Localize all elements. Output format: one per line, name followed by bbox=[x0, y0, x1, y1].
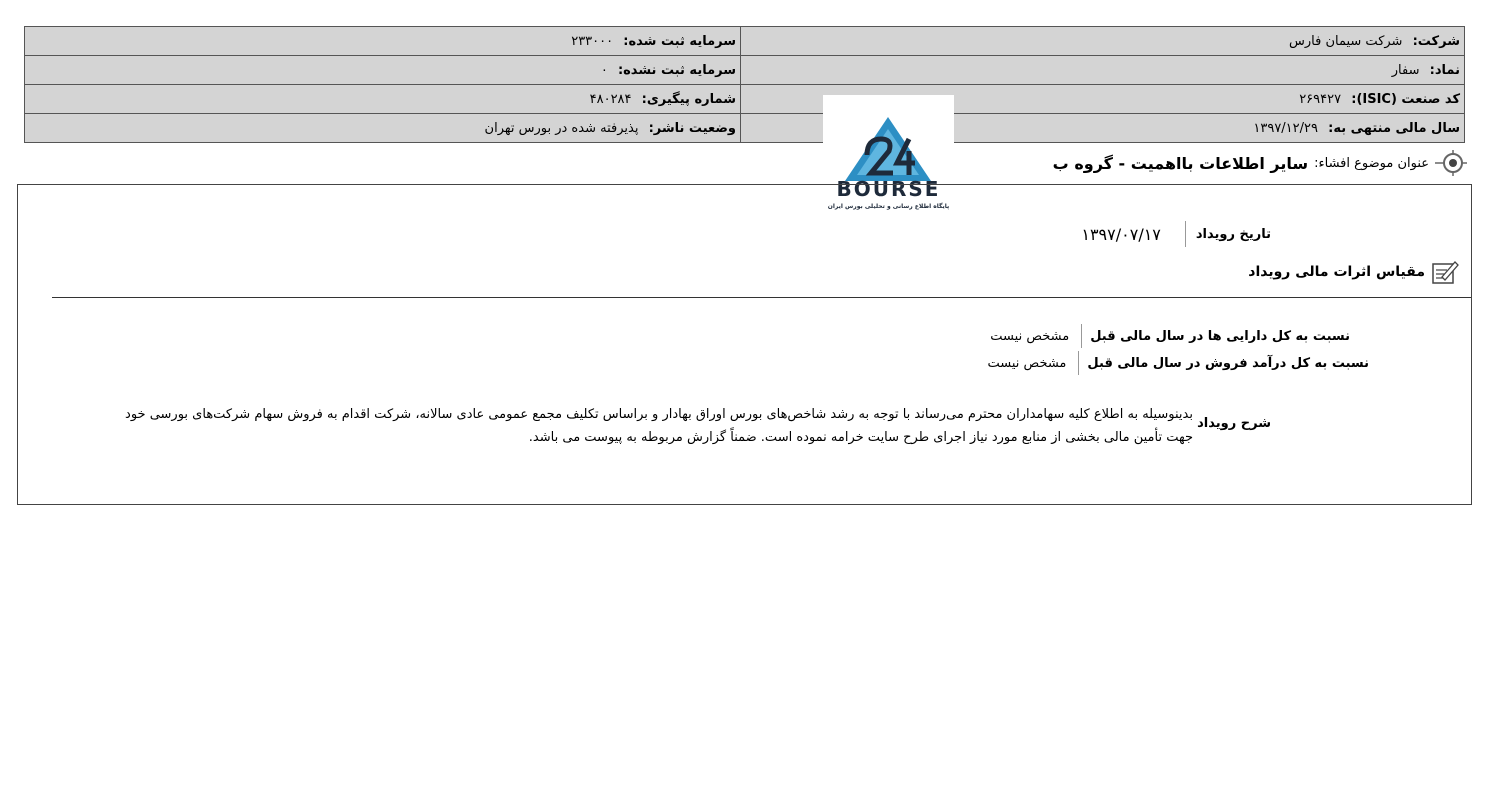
edit-note-icon bbox=[1431, 259, 1459, 285]
tracking-label: شماره پیگیری: bbox=[641, 91, 736, 107]
company-value: شرکت سیمان فارس bbox=[1289, 33, 1403, 49]
reg-capital-cell bbox=[25, 27, 741, 56]
subject-label: عنوان موضوع افشاء: bbox=[1314, 155, 1429, 171]
event-date-label: تاریخ رویداد bbox=[1195, 226, 1271, 242]
company-cell bbox=[741, 27, 1465, 56]
status-label: وضعیت ناشر: bbox=[648, 120, 736, 136]
event-date-row bbox=[1081, 221, 1271, 247]
status-cell bbox=[25, 114, 741, 143]
symbol-value: سفار bbox=[1391, 62, 1420, 78]
bourse-logo-mark-icon bbox=[823, 95, 954, 185]
status-value: پذیرفته شده در بورس تهران bbox=[484, 120, 639, 136]
event-details-box bbox=[17, 184, 1472, 505]
logo-subtitle: پایگاه اطلاع رسانی و تحلیلی بورس ایران bbox=[827, 203, 950, 210]
info-row-4 bbox=[25, 114, 1465, 143]
target-bullet-icon bbox=[1435, 150, 1467, 176]
symbol-cell bbox=[741, 56, 1465, 85]
revenue-ratio-value: مشخص نیست bbox=[987, 355, 1067, 371]
unreg-capital-cell bbox=[25, 56, 741, 85]
assets-ratio-value: مشخص نیست bbox=[990, 328, 1070, 344]
description-line-2: جهت تأمین مالی بخشی از منابع مورد نیاز اجرای طرح سایت خرامه نموده است. ضمناً گزارش مربوطه به پیوست می باشد. bbox=[528, 430, 1193, 445]
fiscal-label: سال مالی منتهی به: bbox=[1328, 120, 1460, 136]
separator bbox=[1185, 221, 1186, 247]
reg-capital-value: ۲۳۳۰۰۰ bbox=[571, 33, 614, 49]
revenue-ratio-row bbox=[987, 351, 1369, 375]
section-title: مقیاس اثرات مالی رویداد bbox=[1248, 264, 1425, 280]
isic-value: ۲۶۹۴۲۷ bbox=[1299, 91, 1342, 107]
description-text bbox=[53, 403, 1193, 449]
info-row-2 bbox=[25, 56, 1465, 85]
logo-text: BOURSE bbox=[836, 177, 941, 201]
description-line-1: بدینوسیله به اطلاع کلیه سهامداران محترم می‌رساند با توجه به رشد شاخص‌های بورس اوراق بهادار و براساس تکلیف مجمع عمومی عادی سالانه، شرکت اقدام به فروش سهام شرکت‌های بورسی خود bbox=[125, 407, 1193, 422]
info-row-3 bbox=[25, 85, 1465, 114]
section-divider bbox=[52, 297, 1471, 298]
event-date-value: ۱۳۹۷/۰۷/۱۷ bbox=[1081, 224, 1161, 244]
subject-value: سایر اطلاعات بااهمیت - گروه ب bbox=[1052, 153, 1309, 173]
revenue-ratio-label: نسبت به کل درآمد فروش در سال مالی قبل bbox=[1087, 355, 1369, 371]
company-label: شرکت: bbox=[1412, 33, 1460, 49]
separator bbox=[1081, 324, 1082, 348]
isic-label: کد صنعت (ISIC): bbox=[1351, 91, 1460, 107]
fiscal-value: ۱۳۹۷/۱۲/۲۹ bbox=[1253, 120, 1318, 136]
symbol-label: نماد: bbox=[1429, 62, 1460, 78]
company-info-table bbox=[24, 26, 1465, 143]
assets-ratio-row bbox=[990, 324, 1350, 348]
section-heading bbox=[1248, 259, 1459, 285]
reg-capital-label: سرمایه ثبت شده: bbox=[623, 33, 736, 49]
tracking-value: ۴۸۰۲۸۴ bbox=[589, 91, 632, 107]
unreg-capital-value: ۰ bbox=[600, 62, 608, 78]
separator bbox=[1078, 351, 1079, 375]
tracking-cell bbox=[25, 85, 741, 114]
info-row-1 bbox=[25, 27, 1465, 56]
unreg-capital-label: سرمایه ثبت نشده: bbox=[617, 62, 736, 78]
assets-ratio-label: نسبت به کل دارایی ها در سال مالی قبل bbox=[1090, 328, 1350, 344]
description-label: شرح رویداد bbox=[1197, 416, 1271, 431]
subject-row bbox=[1053, 150, 1467, 176]
